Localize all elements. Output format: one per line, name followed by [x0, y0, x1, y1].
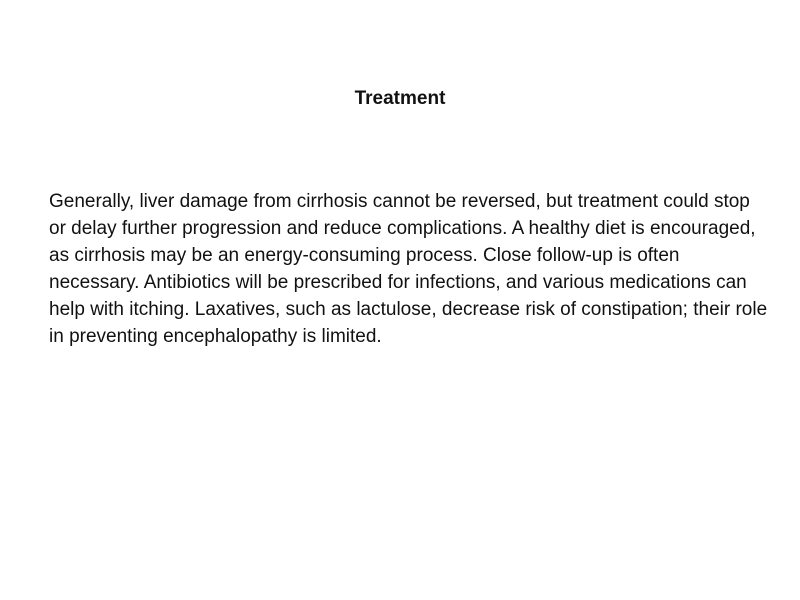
slide-title: Treatment	[354, 88, 446, 109]
slide-body-text: Generally, liver damage from cirrhosis cannot be reversed, but treatment could stop or delay further progression and reduce complications. A healthy diet is encouraged, as cirrhosis may be an energy-consuming process. Close follow-up is often necessary. Antibiotics will be prescribed for infections, and various medications can help with itching. Laxatives, such as lactulose, decrease risk of constipation; their role in preventing encephalopathy is limited.	[49, 191, 768, 347]
